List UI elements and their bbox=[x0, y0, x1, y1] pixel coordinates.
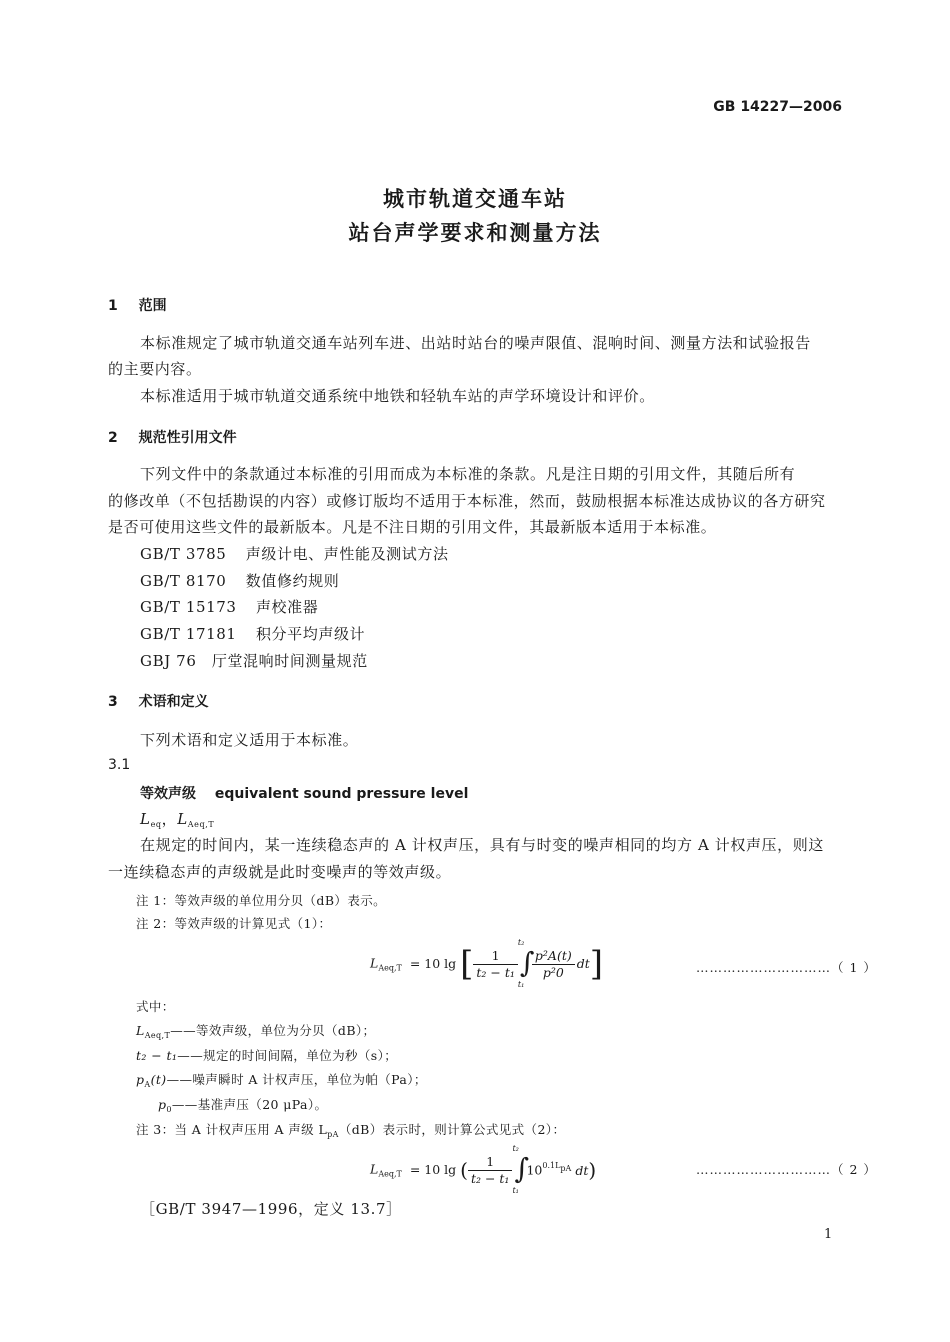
variable-description: ——规定的时间间隔，单位为秒（s）； bbox=[177, 1048, 398, 1063]
section2-paragraph-line1: 下列文件中的条款通过本标准的引用而成为本标准的条款。凡是注日期的引用文件，其随后所有 bbox=[140, 465, 796, 483]
variable-subscript: A bbox=[144, 1080, 151, 1089]
fraction-denominator: t₂ − t₁ bbox=[476, 964, 515, 980]
reference-title: 厅堂混响时间测量规范 bbox=[211, 652, 368, 670]
where-label: 式中： bbox=[136, 999, 175, 1014]
fraction bbox=[473, 948, 518, 981]
variable-symbol-tail: (t) bbox=[150, 1072, 167, 1087]
page-number: 1 bbox=[824, 1227, 833, 1242]
symbol-l: L bbox=[140, 810, 151, 828]
differential: dt bbox=[575, 1162, 589, 1178]
integrand-numerator: p²A(t) bbox=[532, 948, 575, 965]
section2-paragraph-line3: 是否可使用这些文件的最新版本。凡是不注日期的引用文件，其最新版本适用于本标准。 bbox=[108, 518, 717, 536]
fraction-numerator: 1 bbox=[473, 948, 518, 965]
variable-symbol: t₂ − t₁ bbox=[136, 1048, 178, 1063]
reference-code: GB/T 15173 bbox=[140, 598, 237, 616]
section1-paragraph1-line2: 的主要内容。 bbox=[108, 360, 202, 378]
clause-number: 3.1 bbox=[108, 757, 131, 773]
fraction bbox=[468, 1154, 513, 1187]
right-bracket: ] bbox=[589, 944, 604, 984]
section3-intro: 下列术语和定义适用于本标准。 bbox=[140, 731, 359, 749]
section2-number: 2 bbox=[108, 430, 118, 446]
section1-paragraph1-line1: 本标准规定了城市轨道交通车站列车进、出站时站台的噪声限值、混响时间、测量方法和试验报告 bbox=[140, 334, 811, 352]
standard-number: GB 14227—2006 bbox=[713, 99, 842, 115]
note-3 bbox=[136, 1120, 565, 1139]
integral-lower-limit: t₁ bbox=[517, 980, 525, 989]
note-3-tail: （dB）表示时，则计算公式见式（2）： bbox=[338, 1122, 566, 1137]
integrand-fraction bbox=[532, 948, 575, 981]
reference-item bbox=[140, 596, 318, 617]
term-entry bbox=[140, 783, 468, 803]
section1-heading bbox=[108, 295, 167, 315]
formula-2 bbox=[370, 1144, 597, 1195]
section1-number: 1 bbox=[108, 298, 118, 314]
section3-heading bbox=[108, 691, 209, 711]
symbol-l: L bbox=[177, 810, 188, 828]
variable-definition bbox=[136, 1046, 397, 1064]
reference-title: 声校准器 bbox=[255, 598, 319, 616]
term-symbols bbox=[140, 808, 214, 829]
section1-title: 范围 bbox=[138, 298, 167, 314]
formula-lhs: L bbox=[370, 1161, 379, 1177]
variable-description: ——等效声级，单位为分贝（dB）； bbox=[170, 1023, 376, 1038]
note-3-subscript: pA bbox=[327, 1130, 339, 1139]
document-title-line1: 城市轨道交通车站 bbox=[383, 187, 567, 211]
right-paren: ) bbox=[588, 1158, 597, 1182]
integral-lower-limit: t₁ bbox=[512, 1186, 519, 1195]
reference-code: GBJ 76 bbox=[140, 652, 197, 670]
reference-code: GB/T 17181 bbox=[140, 625, 237, 643]
term-chinese: 等效声级 bbox=[140, 786, 196, 802]
variable-symbol: p bbox=[136, 1072, 145, 1087]
left-bracket: [ bbox=[460, 944, 474, 984]
section3-title: 术语和定义 bbox=[138, 694, 209, 710]
integral-sign: t₂ ∫ t₁ bbox=[517, 938, 535, 989]
integral-upper-limit: t₂ bbox=[517, 938, 525, 947]
integrand-exponent bbox=[542, 1160, 572, 1173]
note-1: 注 1：等效声级的单位用分贝（dB）表示。 bbox=[136, 893, 387, 908]
variable-description: ——基准声压（20 μPa）。 bbox=[171, 1097, 328, 1112]
note-2: 注 2：等效声级的计算见式（1）： bbox=[136, 916, 332, 931]
section2-title: 规范性引用文件 bbox=[138, 430, 237, 446]
integral-sign: t₂ ∫ t₁ bbox=[512, 1144, 530, 1195]
definition-line2: 一连续稳态声的声级就是此时变噪声的等效声级。 bbox=[108, 863, 452, 881]
symbol-subscript: Aeq,T bbox=[187, 820, 215, 829]
definition-line1: 在规定的时间内，某一连续稳态声的 A 计权声压，具有与时变的噪声相同的均方 A 计权声压，则这 bbox=[140, 836, 824, 854]
variable-subscript: Aeq,T bbox=[144, 1031, 171, 1040]
section2-paragraph-line2: 的修改单（不包括勘误的内容）或修订版均不适用于本标准，然而，鼓励根据本标准达成协议的各方研究 bbox=[108, 492, 826, 510]
variable-subscript: 0 bbox=[166, 1105, 172, 1114]
document-title-line2: 站台声学要求和测量方法 bbox=[348, 221, 602, 245]
formula-1 bbox=[370, 938, 604, 989]
fraction-denominator: t₂ − t₁ bbox=[470, 1170, 510, 1186]
formula-lhs-subscript: Aeq,T bbox=[378, 1169, 402, 1179]
variable-definition bbox=[136, 1021, 375, 1040]
formula-equals: = 10 lg bbox=[409, 955, 457, 971]
left-paren: ( bbox=[460, 1158, 468, 1182]
section3-number: 3 bbox=[108, 694, 118, 710]
exponent-text: 0.1L bbox=[542, 1160, 561, 1170]
integrand-denominator: p²0 bbox=[542, 964, 564, 980]
note-3-text: 注 3：当 A 计权声压用 A 声级 L bbox=[136, 1122, 328, 1137]
formula-lhs: L bbox=[370, 955, 379, 971]
integrand-base: 10 bbox=[526, 1162, 543, 1178]
section2-heading bbox=[108, 427, 237, 447]
variable-definition bbox=[158, 1095, 327, 1114]
reference-code: GB/T 3785 bbox=[140, 545, 227, 563]
reference-title: 数值修约规则 bbox=[245, 572, 340, 590]
variable-definition bbox=[136, 1070, 427, 1089]
source-citation: ［GB/T 3947—1996，定义 13.7］ bbox=[140, 1200, 402, 1218]
reference-code: GB/T 8170 bbox=[140, 572, 227, 590]
exponent-subscript: pA bbox=[560, 1163, 572, 1173]
variable-symbol: p bbox=[158, 1097, 167, 1112]
reference-item bbox=[140, 570, 339, 591]
integral-upper-limit: t₂ bbox=[512, 1144, 519, 1153]
equation-number-1: …………………………（ 1 ） bbox=[696, 960, 877, 975]
symbol-subscript: eq bbox=[150, 820, 162, 829]
equation-number-2: …………………………（ 2 ） bbox=[696, 1162, 877, 1177]
symbol-separator: ， bbox=[161, 810, 178, 828]
reference-item bbox=[140, 623, 365, 644]
reference-item bbox=[140, 543, 449, 564]
term-english: equivalent sound pressure level bbox=[214, 786, 469, 802]
fraction-numerator: 1 bbox=[468, 1154, 513, 1171]
variable-symbol: L bbox=[136, 1023, 145, 1038]
formula-equals: = 10 lg bbox=[409, 1161, 457, 1177]
section1-paragraph2: 本标准适用于城市轨道交通系统中地铁和轻轨车站的声学环境设计和评价。 bbox=[140, 387, 655, 405]
reference-title: 积分平均声级计 bbox=[255, 625, 366, 643]
differential: dt bbox=[576, 955, 590, 971]
variable-description: ——噪声瞬时 A 计权声压，单位为帕（Pa）； bbox=[166, 1072, 427, 1087]
reference-item bbox=[140, 650, 368, 671]
reference-title: 声级计电、声性能及测试方法 bbox=[245, 545, 449, 563]
formula-lhs-subscript: Aeq,T bbox=[378, 963, 402, 973]
